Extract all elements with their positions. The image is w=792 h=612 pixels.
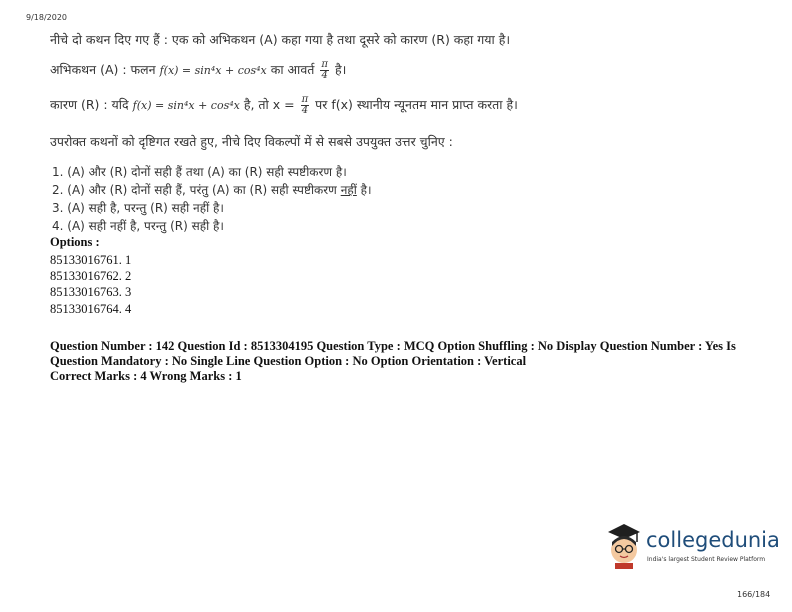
question-marks: Correct Marks : 4 Wrong Marks : 1 [50, 369, 242, 383]
choice-2 [52, 181, 372, 198]
question-metadata: Question Number : 142 Question Id : 8513304195 Question Type : MCQ Option Shuffling : No Display Question Number : Yes Is Question Mandatory : No Single Line Question Option : No Option Orientation : Vertical [50, 339, 736, 368]
option-id-4: 85133016764. 4 [50, 302, 132, 316]
choice-4: 4. (A) सही नहीं है, परन्तु (R) सही है। [52, 219, 224, 233]
collegedunia-logo-icon [604, 520, 644, 574]
assertion-fraction [320, 60, 329, 81]
option-id-3: 85133016763. 3 [50, 285, 132, 299]
assertion-statement [50, 60, 346, 81]
instruction-text: उपरोक्त कथनों को दृष्टिगत रखते हुए, नीचे दिए विकल्पों में से सबसे उपयुक्त उत्तर चुनिए : [50, 134, 453, 149]
reason-mid: है, तो x = [243, 97, 295, 112]
brand-tagline: India's largest Student Review Platform [647, 556, 766, 563]
reason-prefix: कारण (R) : यदि [50, 97, 129, 112]
option-id-2: 85133016762. 2 [50, 269, 132, 283]
options-heading: Options : [50, 235, 100, 249]
question-intro: नीचे दो कथन दिए गए हैं : एक को अभिकथन (A) कहा गया है तथा दूसरे को कारण (R) कहा गया है। [50, 32, 511, 47]
option-id-1: 85133016761. 1 [50, 253, 132, 267]
choice-1: 1. (A) और (R) दोनों सही हैं तथा (A) का (R) सही स्पष्टीकरण है। [52, 165, 347, 179]
assertion-prefix: अभिकथन (A) : फलन [50, 62, 156, 77]
page-number: 166/184 [737, 590, 771, 599]
assertion-function: f(x) = sin⁴x + cos⁴x [159, 64, 267, 77]
reason-fraction [301, 95, 310, 116]
brand-name: collegedunia [646, 528, 780, 552]
assertion-mid: का आवर्त [270, 62, 315, 77]
reason-statement [50, 95, 518, 116]
choice-3: 3. (A) सही है, परन्तु (R) सही नहीं है। [52, 201, 224, 215]
print-date: 9/18/2020 [26, 13, 68, 22]
assertion-suffix: है। [334, 62, 347, 77]
assertion-frac-den: 4 [321, 70, 328, 81]
reason-frac-num: π [301, 94, 309, 105]
assertion-frac-num: π [321, 59, 328, 70]
reason-suffix: पर f(x) स्थानीय न्यूनतम मान प्राप्त करता है। [315, 97, 518, 112]
reason-frac-den: 4 [301, 105, 309, 116]
choice-2-end: है। [356, 183, 372, 197]
reason-function: f(x) = sin⁴x + cos⁴x [132, 99, 240, 112]
choice-2-underlined: नहीं [340, 183, 357, 197]
choice-2-text: 2. (A) और (R) दोनों सही हैं, परंतु (A) का (R) सही स्पष्टीकरण [52, 183, 341, 197]
